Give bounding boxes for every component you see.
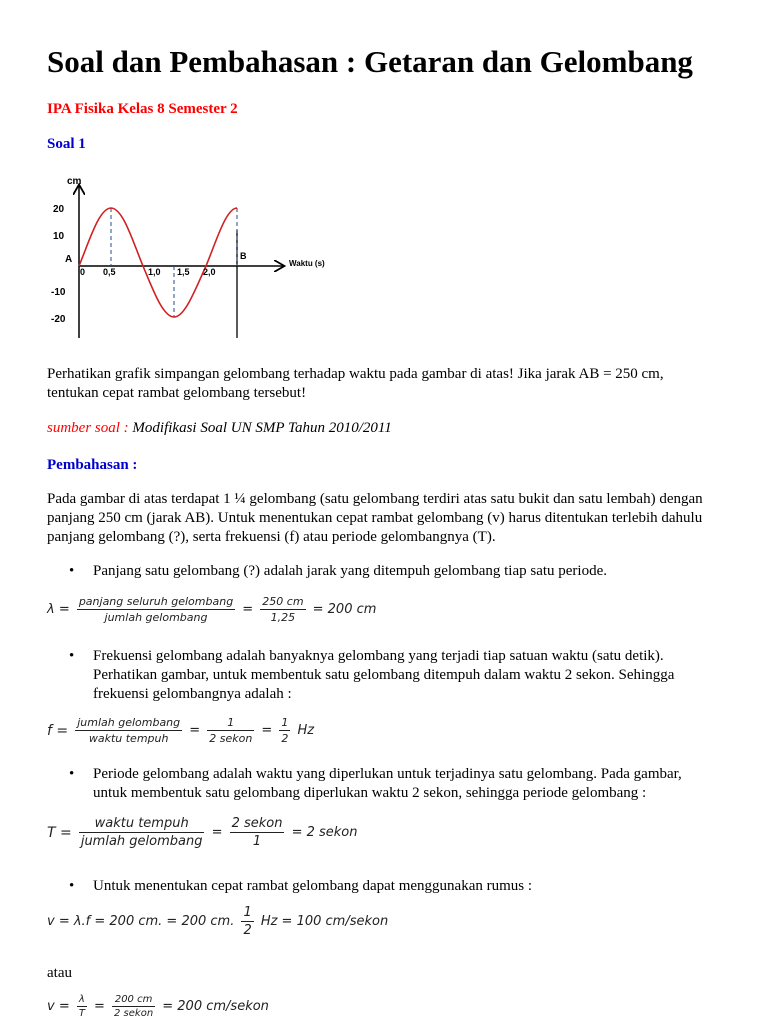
bullet-period [69,765,709,803]
point-a-label: A [65,254,73,265]
page-subtitle: IPA Fisika Kelas 8 Semester 2 [47,101,238,117]
bullet-frequency [69,647,709,704]
pembahasan-heading: Pembahasan : [47,457,138,473]
question-heading: Soal 1 [47,136,86,152]
source-label: sumber soal : [47,420,129,436]
x-tick-2-0: 2,0 [203,267,216,277]
formula-frequency: f = $\frac{\text{jumlah gelombang}}{\text{waktu tempuh}}$ = $\frac{1}{\text{2 sekon}}$ = $\frac{1}{2}$ Hz [47,716,315,745]
formula-velocity-1: v = λ.f = 200 cm. = 200 cm. $\frac{1}{2}$ Hz = 100 cm/sekon [47,905,389,938]
x-axis-label: Waktu (s) [289,259,325,268]
source-text: Modifikasi Soal UN SMP Tahun 2010/2011 [132,420,392,436]
formula-wavelength: λ = $\frac{\text{panjang seluruh gelombang}}{\text{jumlah gelombang}}$ = $\frac{250 cm}{1,25}$ = 200 cm [47,595,377,624]
x-tick-0-5: 0,5 [103,267,116,277]
y-tick-20: 20 [53,204,65,215]
point-b-label: B [240,251,247,261]
bullet-velocity [69,877,709,896]
bullet-wavelength [69,562,709,581]
y-unit-label: cm [67,176,82,187]
bullet-text: Untuk menentukan cepat rambat gelombang dapat menggunakan rumus : [93,878,533,894]
question-text: Perhatikan grafik simpangan gelombang terhadap waktu pada gambar di atas! Jika jarak AB = 250 cm, tentukan cepat rambat gelombang tersebut! [47,366,664,401]
y-tick-10: 10 [53,231,65,242]
formula-velocity-2: v = $\frac{\lambda}{T}$ = $\frac{200 cm}{\text{2 sekon}}$ = 200 cm/sekon [47,994,269,1019]
bullet-dot: • [69,766,75,782]
wave-graph [51,170,351,345]
atau-text: atau [47,965,72,981]
bullet-dot: • [69,878,75,894]
intro-paragraph: Pada gambar di atas terdapat 1 ¼ gelombang (satu gelombang terdiri atas satu bukit dan satu lembah) dengan panjang 250 cm (jarak AB). Untuk menentukan cepat rambat gelombang (v) harus ditentukan terlebih dahulu panjang gelombang (?), serta frekuensi (f) atau periode gelombangnya (T). [47,491,703,545]
x-tick-1-5: 1,5 [177,267,190,277]
x-tick-1-0: 1,0 [148,267,161,277]
y-tick-neg10: -10 [51,287,66,298]
bullet-dot: • [69,648,75,664]
x-tick-0: 0 [80,267,86,277]
page-title: Soal dan Pembahasan : Getaran dan Gelombang [47,44,693,79]
wave-curve [79,208,237,317]
formula-period: T = $\frac{\text{waktu tempuh}}{\text{jumlah gelombang}}$ = $\frac{\text{2 sekon}}{1}$ = 2 sekon [47,816,358,849]
y-tick-neg20: -20 [51,314,66,325]
bullet-text: Panjang satu gelombang (?) adalah jarak yang ditempuh gelombang tiap satu periode. [93,563,608,579]
source-line [47,419,707,438]
bullet-text: Periode gelombang adalah waktu yang diperlukan untuk terjadinya satu gelombang. Pada gambar, untuk membentuk satu gelombang diperlukan waktu 2 sekon, sehingga periode gelombang : [93,766,682,801]
bullet-text: Frekuensi gelombang adalah banyaknya gelombang yang terjadi tiap satuan waktu (satu detik). Perhatikan gambar, untuk membentuk satu gelombang ditempuh dalam waktu 2 sekon. Sehingga frekuensi gelombangnya adalah : [93,648,675,702]
bullet-dot: • [69,563,75,579]
